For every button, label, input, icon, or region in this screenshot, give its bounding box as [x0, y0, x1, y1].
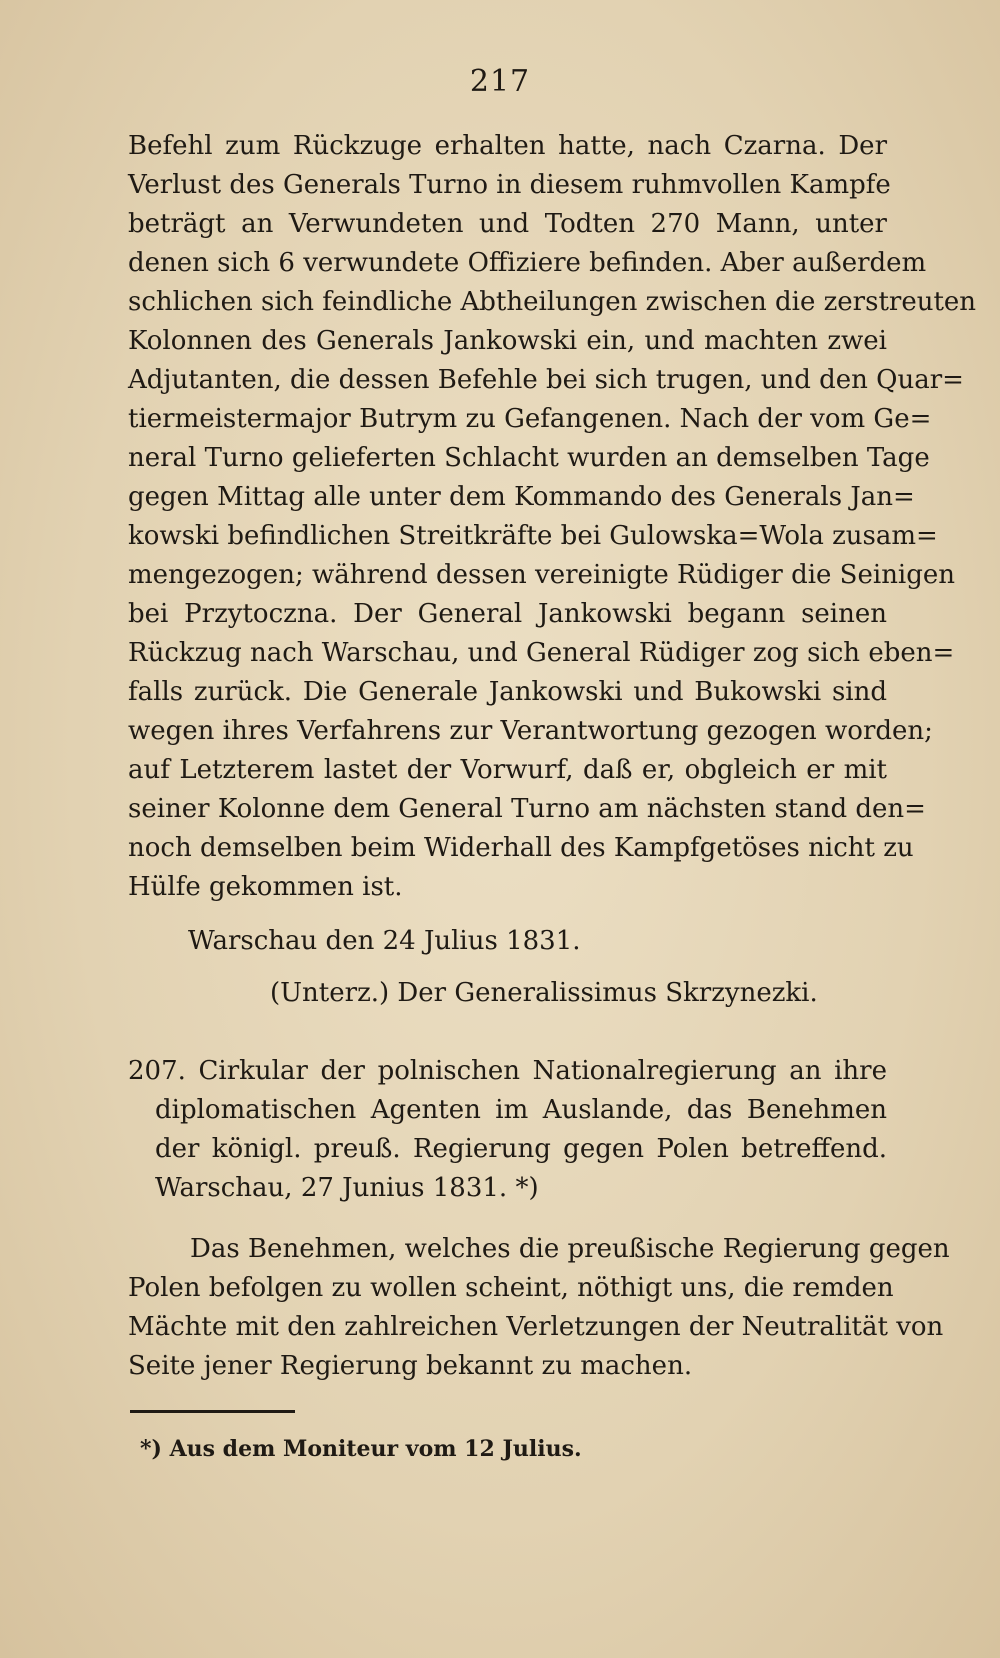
text-line: Hülfe gekommen ist.	[128, 872, 403, 902]
text-line: mengezogen; während dessen vereinigte Rüdiger die Seinigen	[128, 560, 956, 590]
text-line: falls zurück. Die Generale Jankowski und Bukowski sind	[128, 677, 887, 707]
heading-line: diplomatischen Agenten im Auslande, das Benehmen	[155, 1095, 887, 1125]
text-line: seiner Kolonne dem General Turno am nächsten stand den=	[128, 794, 926, 824]
text-line: neral Turno gelieferten Schlacht wurden an demselben Tage	[128, 443, 930, 473]
heading-line: 207. Cirkular der polnischen Nationalregierung an ihre	[128, 1056, 887, 1086]
text-line: Verlust des Generals Turno in diesem ruhmvollen Kampfe	[128, 170, 891, 200]
text-line: beträgt an Verwundeten und Todten 270 Mann, unter	[128, 209, 887, 239]
body-line: Seite jener Regierung bekannt zu machen.	[128, 1351, 693, 1381]
body-line: Das Benehmen, welches die preußische Regierung gegen	[190, 1234, 950, 1264]
text-line: tiermeistermajor Butrym zu Gefangenen. Nach der vom Ge=	[128, 404, 932, 434]
body-line: Polen befolgen zu wollen scheint, nöthigt uns, die remden	[128, 1273, 894, 1303]
footnote-text: *) Aus dem Moniteur vom 12 Julius.	[140, 1436, 582, 1462]
place-date-line: Warschau den 24 Julius 1831.	[188, 926, 581, 956]
text-line: Kolonnen des Generals Jankowski ein, und machten zwei	[128, 326, 887, 356]
text-line: bei Przytoczna. Der General Jankowski begann seinen	[128, 599, 887, 629]
text-line: kowski befindlichen Streitkräfte bei Gulowska=Wola zusam=	[128, 521, 938, 551]
signature-line: (Unterz.) Der Generalissimus Skrzynezki.	[270, 978, 818, 1008]
text-line: wegen ihres Verfahrens zur Verantwortung gezogen worden;	[128, 716, 933, 746]
heading-line: Warschau, 27 Junius 1831. *)	[155, 1173, 539, 1203]
text-line: gegen Mittag alle unter dem Kommando des Generals Jan=	[128, 482, 915, 512]
body-line: Mächte mit den zahlreichen Verletzungen der Neutralität von	[128, 1312, 944, 1342]
heading-line: der königl. preuß. Regierung gegen Polen betreffend.	[155, 1134, 887, 1164]
text-line: Befehl zum Rückzuge erhalten hatte, nach Czarna. Der	[128, 131, 887, 161]
footnote-divider	[130, 1410, 295, 1413]
text-line: Rückzug nach Warschau, und General Rüdiger zog sich eben=	[128, 638, 955, 668]
text-line: Adjutanten, die dessen Befehle bei sich trugen, und den Quar=	[128, 365, 964, 395]
page-number: 217	[469, 64, 531, 99]
text-line: noch demselben beim Widerhall des Kampfgetöses nicht zu	[128, 833, 914, 863]
text-line: schlichen sich feindliche Abtheilungen zwischen die zerstreuten	[128, 287, 977, 317]
text-line: auf Letzterem lastet der Vorwurf, daß er, obgleich er mit	[128, 755, 887, 785]
text-line: denen sich 6 verwundete Offiziere befinden. Aber außerdem	[128, 248, 927, 278]
